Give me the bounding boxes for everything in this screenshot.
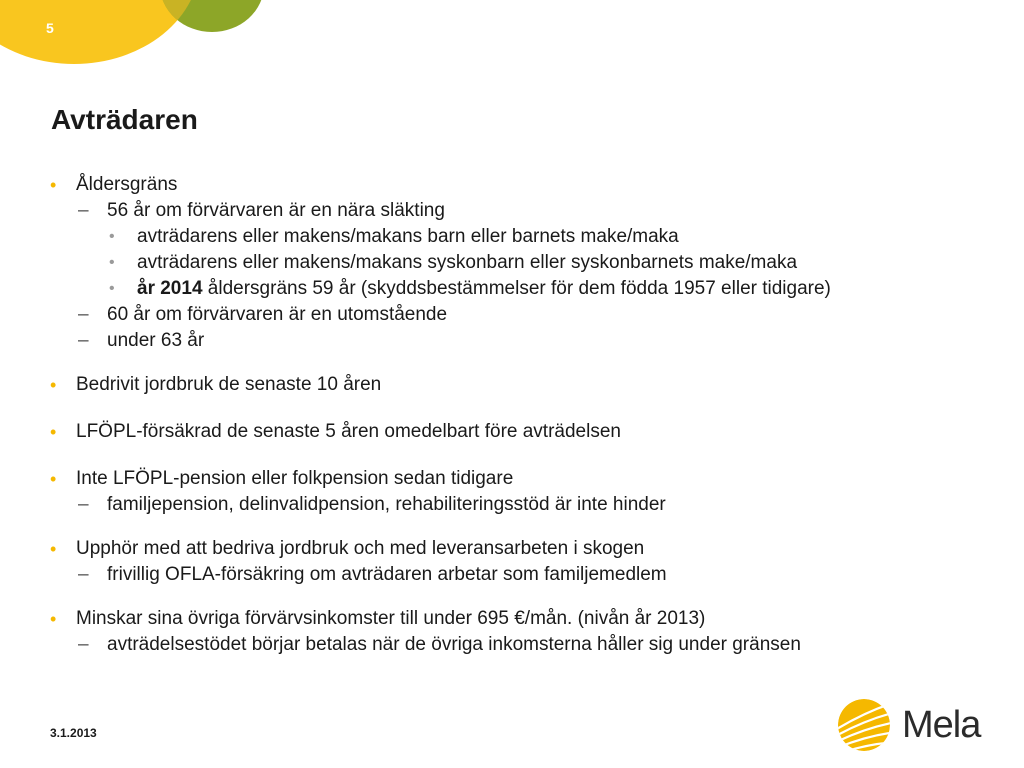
bullet-item xyxy=(50,606,1000,632)
dot-marker: • xyxy=(109,280,115,297)
bullet-marker: • xyxy=(50,469,57,489)
dash-marker: – xyxy=(78,304,89,325)
bullet-item xyxy=(50,466,1000,492)
decor-green-circle xyxy=(160,0,264,32)
sub-bullet-item xyxy=(50,302,1000,328)
sub-bullet-item xyxy=(50,562,1000,588)
mela-logo xyxy=(836,698,980,752)
sub-bullet-item xyxy=(50,632,1000,658)
bullet-marker: • xyxy=(50,375,57,395)
sub-bullet-item xyxy=(50,492,1000,518)
bullet-item xyxy=(50,172,1000,198)
bullet-item xyxy=(50,372,1000,398)
sub-bullet-item xyxy=(50,328,1000,354)
sub-sub-bullet-item xyxy=(50,224,1000,250)
dash-marker: – xyxy=(78,564,89,585)
sub-sub-bullet-item xyxy=(50,250,1000,276)
bullet-marker: • xyxy=(50,609,57,629)
sun-logo-icon xyxy=(836,698,892,752)
bullet-text: avträdarens eller makens/makans syskonbarn eller syskonbarnets make/maka xyxy=(137,252,798,273)
slide-number: 5 xyxy=(46,20,54,36)
bullet-text: 56 år om förvärvaren är en nära släkting xyxy=(107,200,445,221)
bullet-list xyxy=(50,172,1000,658)
bullet-text: avträdarens eller makens/makans barn eller barnets make/maka xyxy=(137,226,679,247)
bullet-text: frivillig OFLA-försäkring om avträdaren arbetar som familjemedlem xyxy=(107,564,667,585)
slide-title: Avträdaren xyxy=(51,104,198,135)
bullet-text: LFÖPL-försäkrad de senaste 5 åren omedelbart före avträdelsen xyxy=(76,421,621,442)
bullet-text: familjepension, delinvalidpension, rehabiliteringsstöd är inte hinder xyxy=(107,494,666,515)
dot-marker: • xyxy=(109,254,115,271)
logo-text: Mela xyxy=(902,703,981,746)
bullet-marker: • xyxy=(50,422,57,442)
dash-marker: – xyxy=(78,330,89,351)
bullet-text: Inte LFÖPL-pension eller folkpension sedan tidigare xyxy=(76,468,514,489)
bullet-text: åldersgräns 59 år (skyddsbestämmelser för dem födda 1957 eller tidigare) xyxy=(202,278,831,299)
bullet-text: Åldersgräns xyxy=(76,174,178,195)
bullet-text: 60 år om förvärvaren är en utomstående xyxy=(107,304,448,325)
bullet-text: avträdelsestödet börjar betalas när de övriga inkomsterna håller sig under gränsen xyxy=(107,634,801,655)
bullet-item xyxy=(50,536,1000,562)
bullet-text: Bedrivit jordbruk de senaste 10 åren xyxy=(76,374,382,395)
bullet-item xyxy=(50,419,1000,445)
bullet-text: Upphör med att bedriva jordbruk och med leveransarbeten i skogen xyxy=(76,538,645,559)
bullet-bold-text: år 2014 xyxy=(137,278,203,299)
sub-bullet-item xyxy=(50,198,1000,224)
dash-marker: – xyxy=(78,634,89,655)
bullet-text: under 63 år xyxy=(107,330,205,351)
bullet-marker: • xyxy=(50,175,57,195)
footer-date: 3.1.2013 xyxy=(50,726,97,740)
sub-sub-bullet-item xyxy=(50,276,1000,302)
dash-marker: – xyxy=(78,200,89,221)
bullet-marker: • xyxy=(50,539,57,559)
dot-marker: • xyxy=(109,228,115,245)
dash-marker: – xyxy=(78,494,89,515)
bullet-text: Minskar sina övriga förvärvsinkomster till under 695 €/mån. (nivån år 2013) xyxy=(76,608,706,629)
